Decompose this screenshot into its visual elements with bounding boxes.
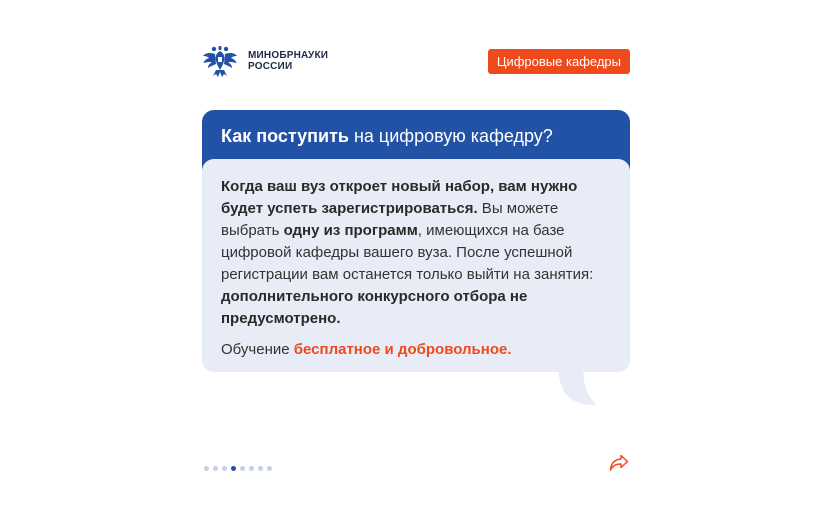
pagination-dot[interactable] <box>267 466 272 471</box>
card-paragraph-main <box>221 176 611 330</box>
text-bold-no-selection: дополнительного конкурсного отбора не предусмотрено. <box>221 288 528 327</box>
pagination-dots <box>204 466 272 471</box>
pagination-dot[interactable] <box>204 466 209 471</box>
pagination-dot[interactable] <box>258 466 263 471</box>
text-bold-program: одну из программ <box>283 222 418 239</box>
card-title-rest: на цифровую кафедру? <box>348 126 553 146</box>
card-paragraph-free <box>221 339 611 361</box>
logo-text <box>248 50 328 72</box>
text-bold-registration: Когда ваш вуз откроет новый набор, вам нужно будет успеть зарегистрироваться. <box>221 178 578 217</box>
logo-line-1: МИНОБРНАУКИ <box>248 50 329 61</box>
info-card <box>202 110 630 358</box>
ministry-logo[interactable] <box>202 44 328 78</box>
text-after-registration: , имеющихся на базе цифровой кафедры вашего вуза. После успешной регистрации вам останется только выйти на занятия: <box>221 222 594 283</box>
card-title-bold: Как поступить <box>221 126 349 146</box>
text-free-voluntary: бесплатное и добровольное. <box>293 341 512 358</box>
header <box>202 44 630 78</box>
category-badge[interactable]: Цифровые кафедры <box>488 49 630 74</box>
text-education: Обучение <box>221 341 294 358</box>
pagination-dot[interactable] <box>213 466 218 471</box>
logo-line-2: РОССИИ <box>248 61 293 72</box>
pagination-dot[interactable] <box>240 466 245 471</box>
share-arrow-icon[interactable] <box>609 454 629 472</box>
pagination-dot[interactable] <box>222 466 227 471</box>
card-body <box>202 159 630 372</box>
speech-bubble-tail <box>558 370 598 410</box>
pagination-dot[interactable] <box>249 466 254 471</box>
text-choose: Вы можете выбрать <box>221 200 559 239</box>
eagle-emblem-icon <box>202 44 238 78</box>
pagination-dot[interactable] <box>231 466 236 471</box>
